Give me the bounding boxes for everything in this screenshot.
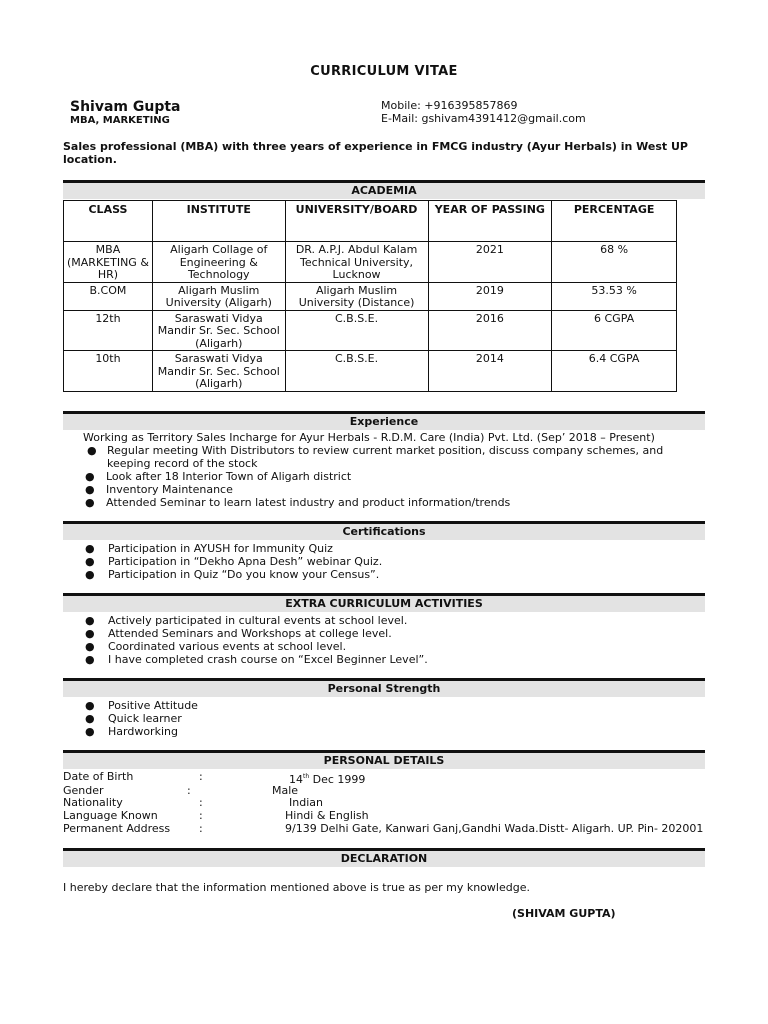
table-row (64, 351, 677, 392)
list-item (85, 627, 685, 640)
table-row (64, 310, 677, 351)
colon: : (199, 770, 203, 783)
column-header: INSTITUTE (152, 201, 285, 242)
personal-strength-heading: Personal Strength (63, 678, 705, 697)
list-item-text: Regular meeting With Distributors to review current market position, discuss company schemes, and keeping record of the stock (107, 444, 664, 470)
table-row (64, 282, 677, 310)
table-cell: C.B.S.E. (285, 310, 428, 351)
table-cell: MBA (MARKETING & HR) (64, 242, 153, 283)
table-cell: 68 % (552, 242, 677, 283)
list-item (85, 496, 685, 509)
table-header-row (64, 201, 677, 242)
table-cell: 2016 (428, 310, 552, 351)
academia-table (63, 200, 677, 392)
list-item (85, 725, 685, 738)
address-label: Permanent Address (63, 822, 171, 835)
table-cell: 2014 (428, 351, 552, 392)
table-cell: 2019 (428, 282, 552, 310)
table-cell: Aligarh Muslim University (Distance) (285, 282, 428, 310)
column-header: PERCENTAGE (552, 201, 677, 242)
table-cell: Saraswati Vidya Mandir Sr. Sec. School (Aligarh) (152, 351, 285, 392)
table-cell: DR. A.P.J. Abdul Kalam Technical University, Lucknow (285, 242, 428, 283)
bullet-icon: ● (85, 496, 95, 509)
language-label: Language Known (63, 809, 158, 822)
personal-details-heading: PERSONAL DETAILS (63, 750, 705, 769)
table-cell: 12th (64, 310, 153, 351)
contact-email: E-Mail: gshivam4391412@gmail.com (381, 112, 586, 125)
list-item (85, 640, 685, 653)
list-item-text: Coordinated various events at school level. (108, 640, 347, 653)
extra-curricular-heading: EXTRA CURRICULUM ACTIVITIES (63, 593, 705, 612)
bullet-icon: ● (85, 568, 95, 581)
nationality-value: Indian (289, 796, 323, 809)
experience-role: Working as Territory Sales Incharge for Ayur Herbals - R.D.M. Care (India) Pvt. Ltd. (Sep’ 2018 – Present) (83, 431, 655, 444)
list-item (85, 555, 685, 568)
table-cell: 6.4 CGPA (552, 351, 677, 392)
list-item-text: Look after 18 Interior Town of Aligarh district (106, 470, 352, 483)
bullet-icon: ● (87, 444, 97, 457)
document-title: CURRICULUM VITAE (310, 64, 458, 79)
list-item (85, 712, 685, 725)
list-item-text: Positive Attitude (108, 699, 198, 712)
table-cell: Aligarh Muslim University (Aligarh) (152, 282, 285, 310)
bullet-icon: ● (85, 627, 95, 640)
colon: : (199, 809, 203, 822)
list-item (85, 653, 685, 666)
profile-summary: Sales professional (MBA) with three years of experience in FMCG industry (Ayur Herbals) in West UP location. (63, 140, 688, 166)
column-header: CLASS (64, 201, 153, 242)
table-cell: Saraswati Vidya Mandir Sr. Sec. School (Aligarh) (152, 310, 285, 351)
dob-label: Date of Birth (63, 770, 134, 783)
column-header: UNIVERSITY/BOARD (285, 201, 428, 242)
list-item (85, 483, 685, 496)
gender-label: Gender (63, 784, 104, 797)
colon: : (199, 822, 203, 835)
address-value: 9/139 Delhi Gate, Kanwari Ganj,Gandhi Wada.Distt- Aligarh. UP. Pin- 202001 (285, 822, 704, 835)
list-item-text: Participation in “Dekho Apna Desh” webinar Quiz. (108, 555, 383, 568)
list-item (85, 568, 685, 581)
dob-value (289, 770, 365, 786)
bullet-icon: ● (85, 712, 95, 725)
declaration-text: I hereby declare that the information mentioned above is true as per my knowledge. (63, 881, 530, 894)
dob-suffix: th (303, 773, 310, 780)
colon: : (187, 784, 191, 797)
dob-day: 14 (289, 773, 303, 786)
list-item-text: Participation in AYUSH for Immunity Quiz (108, 542, 333, 555)
list-item-text: Participation in Quiz “Do you know your Census”. (108, 568, 380, 581)
experience-heading: Experience (63, 411, 705, 430)
list-item-text: Actively participated in cultural events at school level. (108, 614, 408, 627)
column-header: YEAR OF PASSING (428, 201, 552, 242)
list-item (85, 699, 685, 712)
language-value: Hindi & English (285, 809, 369, 822)
bullet-icon: ● (85, 483, 95, 496)
table-cell: B.COM (64, 282, 153, 310)
list-item (85, 470, 685, 483)
signature: (SHIVAM GUPTA) (512, 907, 616, 920)
table-cell: 2021 (428, 242, 552, 283)
list-item-text: Inventory Maintenance (106, 483, 233, 496)
candidate-degree: MBA, MARKETING (70, 115, 170, 126)
list-item-text: I have completed crash course on “Excel Beginner Level”. (108, 653, 428, 666)
candidate-name: Shivam Gupta (70, 99, 181, 115)
table-cell: 6 CGPA (552, 310, 677, 351)
bullet-icon: ● (85, 640, 95, 653)
contact-mobile: Mobile: +916395857869 (381, 99, 518, 112)
list-item-text: Attended Seminar to learn latest industry and product information/trends (106, 496, 511, 509)
bullet-icon: ● (85, 725, 95, 738)
bullet-icon: ● (85, 614, 95, 627)
table-cell: C.B.S.E. (285, 351, 428, 392)
certifications-heading: Certifications (63, 521, 705, 540)
list-item (85, 614, 685, 627)
bullet-icon: ● (85, 653, 95, 666)
table-cell: Aligarh Collage of Engineering & Technology (152, 242, 285, 283)
list-item (85, 542, 685, 555)
table-cell: 53.53 % (552, 282, 677, 310)
list-item (87, 444, 707, 470)
bullet-icon: ● (85, 542, 95, 555)
declaration-heading: DECLARATION (63, 848, 705, 867)
list-item-text: Quick learner (108, 712, 182, 725)
bullet-icon: ● (85, 555, 95, 568)
list-item-text: Attended Seminars and Workshops at college level. (108, 627, 392, 640)
table-cell: 10th (64, 351, 153, 392)
colon: : (199, 796, 203, 809)
table-row (64, 242, 677, 283)
nationality-label: Nationality (63, 796, 123, 809)
dob-rest: Dec 1999 (309, 773, 366, 786)
list-item-text: Hardworking (108, 725, 178, 738)
academia-heading: ACADEMIA (63, 180, 705, 199)
gender-value: Male (272, 784, 299, 797)
bullet-icon: ● (85, 699, 95, 712)
bullet-icon: ● (85, 470, 95, 483)
